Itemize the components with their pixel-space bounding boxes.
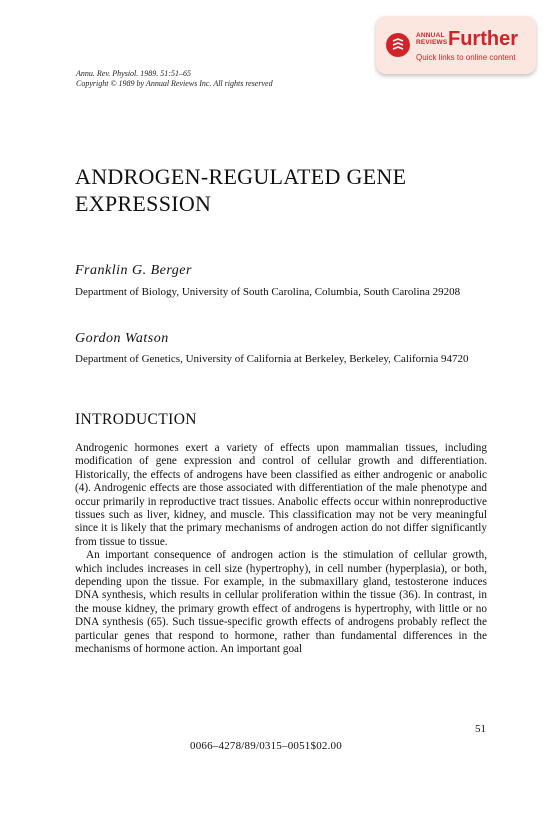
further-badge[interactable] xyxy=(376,16,536,74)
badge-text xyxy=(416,29,518,62)
badge-brand xyxy=(416,32,446,46)
badge-brand-line2: REVIEWS xyxy=(416,38,448,46)
paragraph-2: An important consequence of androgen action is the stimulation of cellular growth, which includes increases in cell size (hypertrophy), in cell number (hyperplasia), or both, depending upon the tissue. For example, in the submaxillary gland, testosterone induces DNA synthesis, which results in cellular proliferation within the tissue (36). In contrast, in the mouse kidney, the primary growth effect of androgens is hypertrophy, with little or no DNA synthesis (65). Such tissue-specific growth effects of androgens probably reflect the particular genes that respond to hormone, rather than fundamental differences in the mechanisms of hormone action. An important goal xyxy=(75,549,487,656)
badge-brand-line1: ANNUAL xyxy=(416,31,445,39)
article-title xyxy=(75,163,495,217)
title-line-1: ANDROGEN-REGULATED GENE xyxy=(75,164,407,189)
body-text xyxy=(75,442,487,657)
author-affiliation-1: Department of Biology, University of South Carolina, Columbia, South Carolina 29208 xyxy=(75,286,461,298)
citation-line: Annu. Rev. Physiol. 1989. 51:51–65 xyxy=(76,69,191,78)
badge-brand-word: Further xyxy=(448,27,518,50)
author-affiliation-2: Department of Genetics, University of California at Berkeley, Berkeley, California 94720 xyxy=(75,353,469,365)
badge-tagline: Quick links to online content xyxy=(416,52,516,62)
page-number: 51 xyxy=(475,723,486,735)
author-name-2: Gordon Watson xyxy=(75,331,169,346)
footer-code: 0066–4278/89/0315–0051$02.00 xyxy=(190,740,342,752)
author-name-1: Franklin G. Berger xyxy=(75,263,192,278)
annual-reviews-logo-icon xyxy=(386,33,410,57)
journal-citation xyxy=(76,69,273,89)
section-heading: INTRODUCTION xyxy=(75,411,197,428)
paragraph-1: Androgenic hormones exert a variety of effects upon mammalian tissues, including modification of gene expression and control of cellular growth and differentiation. Historically, the effects of androgens have been classified as either androgenic or anabolic (4). Androgenic effects are those associated with differentiation of the male phenotype and occur primarily in reproductive tract tissues. Anabolic effects occur within nonreproductive tissues such as liver, kidney, and muscle. This classification may not be very meaningful since it is likely that the primary mechanisms of androgen action do not differ significantly from tissue to tissue. xyxy=(75,442,487,548)
copyright-line: Copyright © 1989 by Annual Reviews Inc. All rights reserved xyxy=(76,79,273,88)
title-line-2: EXPRESSION xyxy=(75,191,212,216)
